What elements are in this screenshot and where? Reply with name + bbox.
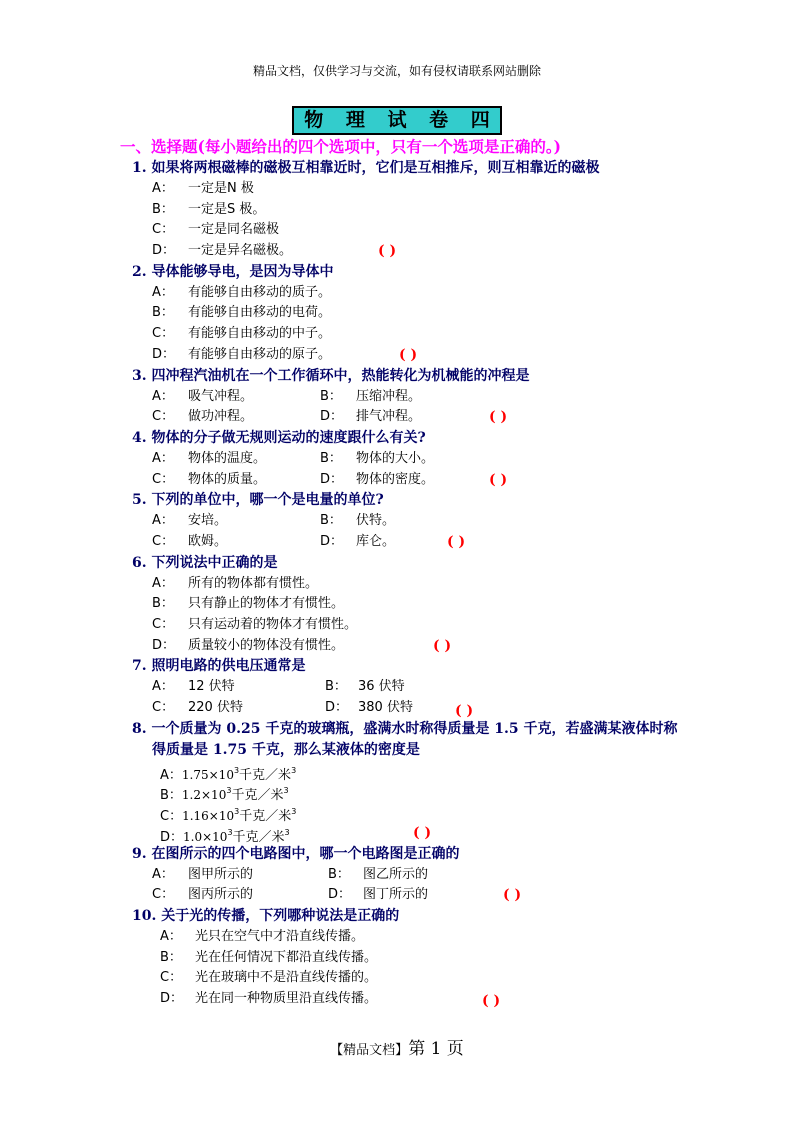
question-stem-continued: 得质量是 1.75 千克，那么某液体的密度是 [152,741,420,758]
answer-blank[interactable]: ( ) [413,824,432,841]
answer-blank[interactable]: ( ) [378,243,397,260]
option-row-cd: C： 220 伏特 D： 380 伏特 ( ) [0,698,794,719]
option-c: C：$1.16\times 10^3$千克／米$^3$ [160,807,297,825]
option-d: D： 一定是异名磁极。 ( ) [0,241,794,262]
question-stem: 10. 关于光的传播，下列哪种说法是正确的 [132,907,400,924]
option-a: A： 所有的物体都有惯性。 [152,575,319,591]
page-header: 精品文档，仅供学习与交流，如有侵权请联系网站删除 [252,64,541,78]
question-stem: 1. 如果将两根磁棒的磁极互相靠近时，它们是互相推斥，则互相靠近的磁极 [132,160,600,176]
answer-blank[interactable]: ( ) [503,887,522,904]
question-stem: 5. 下列的单位中，哪一个是电量的单位? [132,492,384,509]
footer-label: 【精品文档】 [330,1043,409,1058]
option-b: B：$1.2\times 10^3$千克／米$^3$ [160,786,289,804]
question-1 [0,158,794,262]
section-heading: 一、选择题(每小题给出的四个选项中，只有一个选项是正确的。) [120,137,561,156]
question-2 [0,262,794,366]
question-4 [0,428,794,490]
option-c: C： 只有运动着的物体才有惯性。 [152,617,358,632]
question-7 [0,656,794,718]
answer-blank[interactable]: ( ) [489,409,508,426]
page-number: 第 1 页 [408,1039,464,1059]
question-8 [0,719,794,844]
question-stem: 7. 照明电路的供电压通常是 [132,658,306,675]
option-a: A： 一定是N 极 [152,181,254,196]
question-stem: 3. 四冲程汽油机在一个工作循环中，热能转化为机械能的冲程是 [132,367,530,384]
question-5 [0,490,794,552]
option-a: A：$1.75\times 10^3$千克／米$^3$ [160,765,297,783]
question-list [0,158,794,1010]
question-9 [0,844,794,906]
option-row-cd: C： 图丙所示的 D： 图丁所示的 ( ) [0,885,794,906]
question-6 [0,553,794,657]
answer-blank[interactable]: ( ) [447,533,466,550]
option-b: B： 光在任何情况下都沿直线传播。 [160,949,378,965]
option-c: C： 光在玻璃中不是沿直线传播的。 [160,970,378,986]
question-stem: 4. 物体的分子做无规则运动的速度跟什么有关? [132,429,426,446]
option-row-ab: A： 图甲所示的 B： 图乙所示的 [152,866,429,882]
question-10 [0,906,794,1010]
answer-blank[interactable]: ( ) [455,703,474,720]
option-row-cd: C： 欧姆。 D： 库仑。 ( ) [0,532,794,553]
option-d: D： 质量较小的物体没有惯性。 ( ) [0,636,794,657]
page-footer [0,1034,794,1059]
answer-blank[interactable]: ( ) [433,637,452,654]
option-a: A： 光只在空气中才沿直线传播。 [160,928,365,944]
question-3 [0,366,794,428]
question-stem: 2. 导体能够导电，是因为导体中 [132,263,334,280]
option-row-ab: A： 12 伏特 B： 36 伏特 [152,679,405,695]
answer-blank[interactable]: ( ) [489,471,508,488]
option-row-cd: C： 做功冲程。 D： 排气冲程。 ( ) [0,407,794,428]
option-b: B： 只有静止的物体才有惯性。 [152,596,345,612]
option-c: C： 一定是同名磁极 [152,222,280,238]
option-row-cd: C： 物体的质量。 D： 物体的密度。 ( ) [0,470,794,491]
question-stem: 9. 在图所示的四个电路图中，哪一个电路图是正确的 [132,845,460,862]
answer-blank[interactable]: ( ) [399,346,418,363]
option-b: B： 一定是S 极。 [152,201,266,217]
option-d: D： 有能够自由移动的原子。 ( ) [0,345,794,366]
option-d: D： 光在同一种物质里沿直线传播。 ( ) [0,989,794,1010]
answer-blank[interactable]: ( ) [482,992,501,1009]
option-row-ab: A： 物体的温度。 B： 物体的大小。 [152,450,435,466]
question-stem: 8. 一个质量为 0.25 千克的玻璃瓶，盛满水时称得质量是 1.5 千克，若盛满某液体时称 [132,720,678,737]
option-b: B： 有能够自由移动的电荷。 [152,305,332,321]
exam-title: 物 理 试 卷 四 [292,106,501,135]
option-d: D：$1.0\times 10^3$千克／米$^3$ ( ) [160,824,432,845]
option-a: A： 有能够自由移动的质子。 [152,284,332,300]
option-row-ab: A： 安培。 B： 伏特。 [152,513,396,529]
option-c: C： 有能够自由移动的中子。 [152,326,332,342]
option-row-ab: A： 吸气冲程。 B： 压缩冲程。 [152,388,422,404]
question-stem: 6. 下列说法中正确的是 [132,554,278,571]
